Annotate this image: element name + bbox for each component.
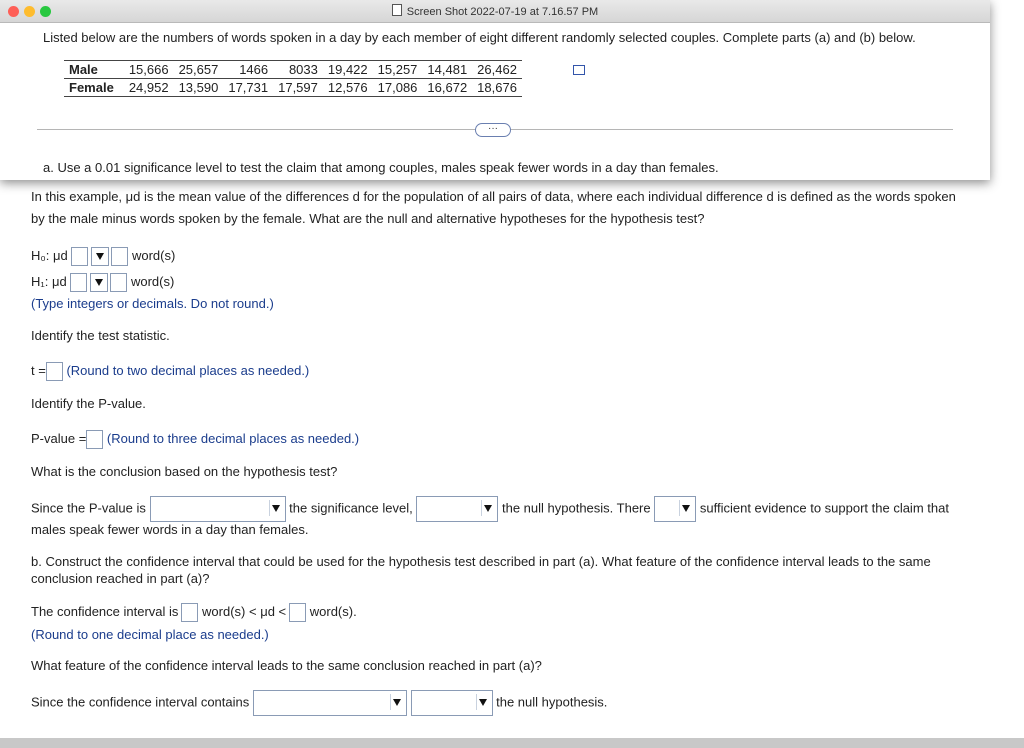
part-a-text: a. Use a 0.01 significance level to test the claim that among couples, males speak fewer words in a day than females. [43,160,719,175]
h1-value-input[interactable] [110,273,127,292]
intro-text: Listed below are the numbers of words spoken in a day by each member of eight different randomly selected couples. Complete parts (a) and (b) below. [43,30,916,45]
identify-test-statistic: Identify the test statistic. [31,328,170,343]
h1-unit: word(s) [130,273,175,289]
ci-row [31,603,357,622]
h1-operator-dropdown[interactable] [90,273,108,292]
h0-operator-dropdown[interactable] [91,247,109,266]
t-input[interactable] [46,362,63,381]
the-null-text: the null hypothesis. [496,694,608,710]
data-table [64,60,522,97]
ci-contains-dropdown[interactable] [253,690,407,716]
h1-label: H₁: μd [31,273,67,289]
reject-dropdown[interactable] [416,496,498,522]
h0-unit: word(s) [131,247,176,263]
feature-question: What feature of the confidence interval leads to the same conclusion reached in part (a)? [31,658,542,673]
ci-label: The confidence interval is [31,603,179,619]
p-row [31,430,359,449]
since-p-text: Since the P-value is [31,500,146,516]
expand-more-button[interactable]: ··· [475,123,511,137]
table-row: Male 15,666 25,657 1466 8033 19,422 15,257 14,481 26,462 [64,61,522,79]
part-b-line1: b. Construct the confidence interval that could be used for the hypothesis test described in part (a). What feature of the confidence interval leads to the same [31,554,931,569]
h0-value-input[interactable] [111,247,128,266]
copy-data-icon[interactable] [573,65,585,75]
conclusion-row [31,496,949,522]
p-label: P-value = [31,430,87,446]
h0-operator-dropdown-box[interactable] [71,247,88,266]
ci-upper-input[interactable] [289,603,306,622]
ci-lower-input[interactable] [181,603,198,622]
ci-reject-dropdown[interactable] [411,690,493,716]
t-hint: (Round to two decimal places as needed.) [66,362,310,378]
h0-row [31,247,175,266]
sufficient-text: sufficient evidence to support the claim that [699,500,949,516]
h1-row [31,273,174,292]
dock-strip [0,738,1024,748]
null-there-text: the null hypothesis. There [501,500,651,516]
p-comparison-dropdown[interactable] [150,496,286,522]
t-label: t = [31,362,46,378]
screenshot-window [0,0,990,180]
window-title: Screen Shot 2022-07-19 at 7.16.57 PM [0,4,990,18]
p-value-input[interactable] [86,430,103,449]
since-ci-text: Since the confidence interval contains [31,694,250,710]
ci-end: word(s). [309,603,357,619]
example-text-line2: by the male minus words spoken by the female. What are the null and alternative hypotheses for the hypothesis test? [31,211,705,226]
ci-hint: (Round to one decimal place as needed.) [31,627,269,642]
document-icon [392,4,402,16]
hypothesis-hint: (Type integers or decimals. Do not round.) [31,296,274,311]
h1-operator-dropdown-box[interactable] [70,273,87,292]
males-line: males speak fewer words in a day than females. [31,522,309,537]
conclusion-question: What is the conclusion based on the hypothesis test? [31,464,338,479]
p-hint: (Round to three decimal places as needed.) [106,430,360,446]
table-row: Female 24,952 13,590 17,731 17,597 12,576 17,086 16,672 18,676 [64,79,522,97]
t-row [31,362,309,381]
h0-label: H₀: μd [31,247,68,263]
part-b-line2: conclusion reached in part (a)? [31,571,210,586]
ci-mid: word(s) < μd < [202,603,287,619]
sig-level-text: the significance level, [289,500,413,516]
example-text-line1: In this example, μd is the mean value of the differences d for the population of all pairs of data, where each individual difference d is defined as the words spoken [31,189,956,204]
since-ci-row [31,690,607,716]
identify-p-value: Identify the P-value. [31,396,146,411]
is-isnot-dropdown[interactable] [654,496,696,522]
window-titlebar [0,0,990,23]
